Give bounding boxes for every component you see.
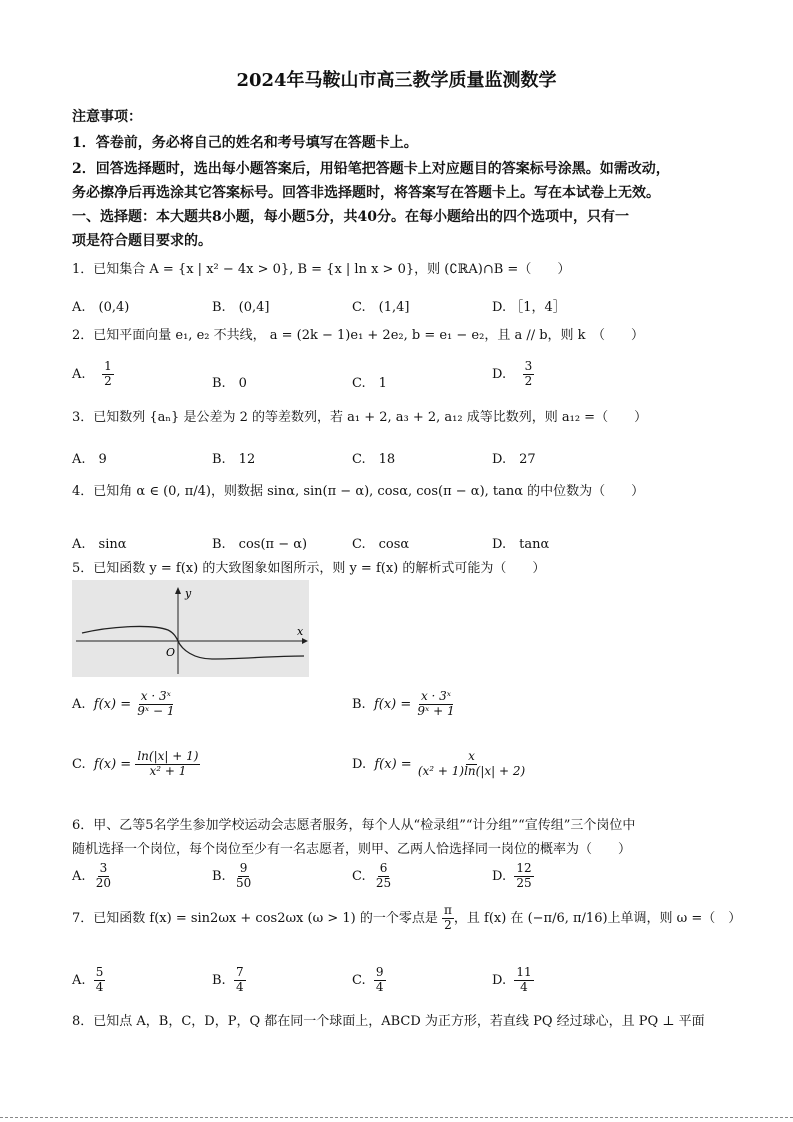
question-4-stem: 4．已知角 α ∈ (0, π/4)，则数据 sinα, sin(π − α), cosα, cos(π − α), tanα 的中位数为（ ） bbox=[72, 484, 645, 499]
x-axis-arrow-icon bbox=[302, 638, 308, 644]
q6-option-d: D. $\frac{12}{25}$ bbox=[492, 861, 532, 890]
graph-origin-label: O bbox=[166, 646, 176, 659]
question-5-stem: 5．已知函数 y = f(x) 的大致图象如图所示，则 y = f(x) 的解析式可能为（ ） bbox=[72, 561, 546, 576]
q4-option-a: A. sinα bbox=[72, 537, 127, 552]
q7-option-d: D. $\frac{11}{4}$ bbox=[492, 965, 532, 994]
section-1-heading: 一、选择题：本大题共8小题，每小题5分，共40分。在每小题给出的四个选项中，只有一 bbox=[72, 209, 629, 225]
q5-option-a: A. f(x) = $\frac{\text{x · 3ˣ}}{\text{9ˣ − 1}}$ bbox=[72, 689, 175, 718]
notice-item-2a: 2．回答选择题时，选出每小题答案后，用铅笔把答题卡上对应题目的答案标号涂黑。如需改动， bbox=[72, 161, 670, 177]
q1-option-c: C. (1,4] bbox=[352, 300, 410, 315]
q3-option-d: D. 27 bbox=[492, 452, 536, 467]
q6-option-b: B. $\frac{9}{50}$ bbox=[212, 861, 252, 890]
q2-option-b: B. 0 bbox=[212, 376, 247, 391]
notice-heading: 注意事项： bbox=[72, 109, 142, 125]
q7-zero-fraction: $\frac{\pi}{2}$ bbox=[443, 903, 452, 932]
q6-option-c-fraction: $\frac{6}{25}$ bbox=[375, 861, 392, 890]
q4-option-b: B. cos(π − α) bbox=[212, 537, 308, 552]
question-7-stem: 7．已知函数 f(x) = sin2ωx + cos2ωx (ω > 1) 的一个零点是 $\frac{\pi}{2}$ ，且 f(x) 在 (−π/6, π/16)上单调，则 ω =（ ） bbox=[72, 903, 742, 932]
q4-option-d: D. tanα bbox=[492, 537, 550, 552]
q2-option-c: C. 1 bbox=[352, 376, 387, 391]
page-bottom-divider bbox=[0, 1117, 793, 1118]
q7-option-d-fraction: $\frac{11}{4}$ bbox=[516, 965, 532, 994]
q5-option-c: C. f(x) = $\frac{\ln(|x| + 1)}{\text{x² + 1}}$ bbox=[72, 749, 199, 778]
question-3-stem: 3．已知数列 {aₙ} 是公差为 2 的等差数列，若 a₁ + 2, a₃ + 2, a₁₂ 成等比数列，则 a₁₂ =（ ） bbox=[72, 410, 648, 425]
q7-option-a-fraction: $\frac{5}{4}$ bbox=[95, 965, 104, 994]
q1-option-d: D. ［1，4］ bbox=[492, 300, 566, 315]
q2-option-d: D. $\frac{3}{2}$ bbox=[492, 359, 533, 388]
q5-option-d: D. f(x) = $\frac{x}{\text{(x² + 1)ln(|x| + 2)}}$ bbox=[352, 749, 526, 778]
q6-option-a-fraction: $\frac{3}{20}$ bbox=[95, 861, 112, 890]
q7-option-b-fraction: $\frac{7}{4}$ bbox=[235, 965, 244, 994]
page-title: 2024年马鞍山市高三教学质量监测数学 bbox=[236, 70, 557, 91]
question-6-stem: 6．甲、乙等5名学生参加学校运动会志愿者服务，每个人从“检录组”“计分组”“宣传组”三个岗位中 bbox=[72, 818, 636, 833]
q4-option-c: C. cosα bbox=[352, 537, 410, 552]
question-2-stem: 2．已知平面向量 e₁, e₂ 不共线， a = (2k − 1)e₁ + 2e₂, b = e₁ − e₂，且 a // b，则 k （ ） bbox=[72, 328, 645, 343]
q7-interval: (−π/6, π/16) bbox=[527, 910, 608, 926]
q6-option-c: C. $\frac{6}{25}$ bbox=[352, 861, 392, 890]
q3-option-c: C. 18 bbox=[352, 452, 396, 467]
function-graph-svg bbox=[72, 580, 309, 677]
q6-option-a: A. $\frac{3}{20}$ bbox=[72, 861, 112, 890]
q5-option-c-fraction: $\frac{\ln(|x| + 1)}{\text{x² + 1}}$ bbox=[137, 749, 199, 778]
question-6-stem-cont: 随机选择一个岗位，每个岗位至少有一名志愿者，则甲、乙两人恰选择同一岗位的概率为（ ） bbox=[72, 842, 632, 857]
graph-x-label: x bbox=[297, 625, 304, 638]
q1-option-b: B. (0,4] bbox=[212, 300, 270, 315]
q5-option-b: B. f(x) = $\frac{\text{x · 3ˣ}}{\text{9ˣ + 1}}$ bbox=[352, 689, 455, 718]
graph-y-label: y bbox=[185, 587, 192, 600]
y-axis-arrow-icon bbox=[175, 587, 181, 594]
q2-option-a: A. $\frac{1}{2}$ bbox=[72, 359, 112, 388]
function-graph-figure bbox=[72, 580, 309, 677]
q4-interval: (0, π/4) bbox=[163, 484, 211, 499]
q7-option-c-fraction: $\frac{9}{4}$ bbox=[375, 965, 384, 994]
q5-option-b-fraction: $\frac{\text{x · 3ˣ}}{\text{9ˣ + 1}}$ bbox=[417, 689, 455, 718]
q3-option-a: A. 9 bbox=[72, 452, 107, 467]
q1-option-a: A. (0,4) bbox=[72, 300, 130, 315]
q3-option-b: B. 12 bbox=[212, 452, 256, 467]
q5-option-a-fraction: $\frac{\text{x · 3ˣ}}{\text{9ˣ − 1}}$ bbox=[137, 689, 175, 718]
q2-option-d-fraction: $\frac{3}{2}$ bbox=[524, 359, 533, 388]
q6-option-b-fraction: $\frac{9}{50}$ bbox=[235, 861, 252, 890]
q2-option-a-fraction: $\frac{1}{2}$ bbox=[104, 359, 112, 388]
q7-option-a: A. $\frac{5}{4}$ bbox=[72, 965, 104, 994]
notice-item-2b: 务必擦净后再选涂其它答案标号。回答非选择题时，将答案写在答题卡上。写在本试卷上无效。 bbox=[72, 185, 660, 201]
section-1-heading-cont: 项是符合题目要求的。 bbox=[72, 233, 212, 249]
q7-option-c: C. $\frac{9}{4}$ bbox=[352, 965, 384, 994]
question-8-stem: 8．已知点 A，B，C，D，P，Q 都在同一个球面上，ABCD 为正方形，若直线 PQ 经过球心，且 PQ ⊥ 平面 bbox=[72, 1014, 705, 1029]
question-1-stem: 1．已知集合 A = {x | x² − 4x > 0}, B = {x | ln x > 0}，则 (∁ℝA)∩B =（ ） bbox=[72, 262, 571, 277]
q7-option-b: B. $\frac{7}{4}$ bbox=[212, 965, 244, 994]
q6-option-d-fraction: $\frac{12}{25}$ bbox=[516, 861, 532, 890]
function-curve bbox=[82, 626, 304, 659]
notice-item-1: 1．答卷前，务必将自己的姓名和考号填写在答题卡上。 bbox=[72, 135, 418, 151]
q5-option-d-fraction: $\frac{x}{\text{(x² + 1)ln(|x| + 2)}}$ bbox=[417, 749, 526, 778]
